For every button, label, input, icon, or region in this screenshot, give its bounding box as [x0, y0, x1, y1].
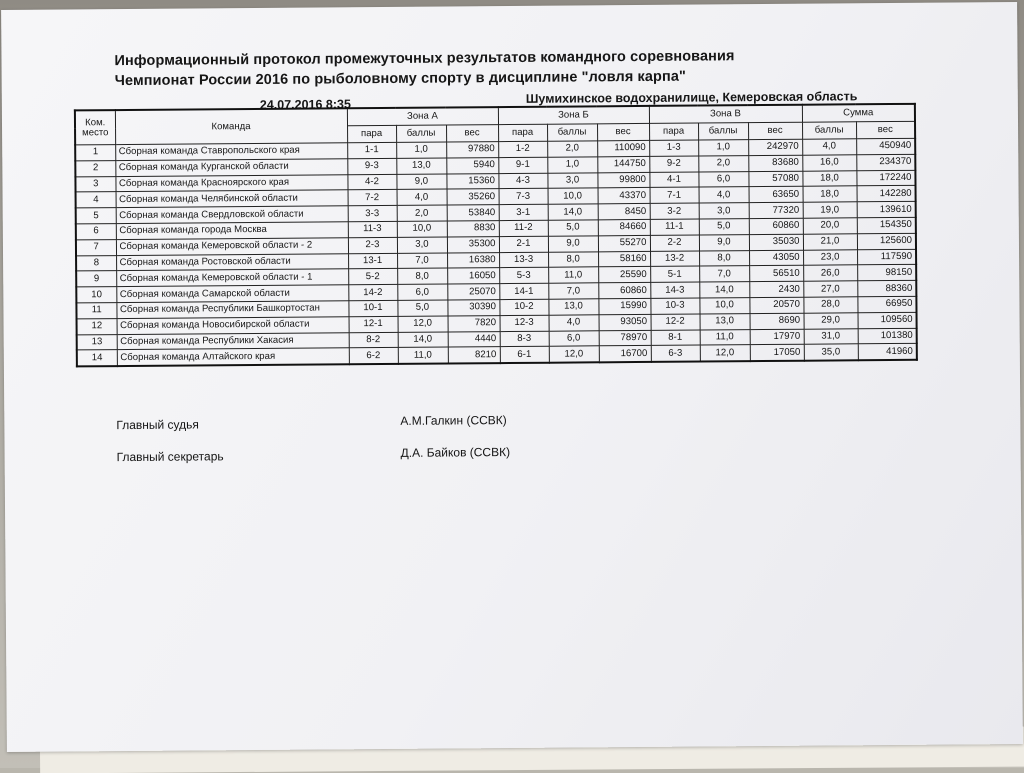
cell-a-weight: 35300: [447, 236, 499, 252]
cell-b-points: 11,0: [548, 267, 598, 283]
cell-place: 14: [77, 350, 117, 367]
cell-v-pair: 6-3: [651, 345, 700, 362]
cell-team: Сборная команда Самарской области: [116, 285, 348, 303]
cell-v-points: 13,0: [700, 313, 750, 329]
cell-sum-points: 16,0: [802, 155, 856, 171]
document-subtitle: Чемпионат России 2016 по рыболовному спорту в дисциплине "ловля карпа": [114, 68, 687, 90]
cell-a-points: 10,0: [397, 221, 447, 237]
cell-team: Сборная команда Республики Башкортостан: [116, 301, 348, 319]
cell-v-pair: 11-1: [650, 219, 699, 235]
cell-a-weight: 25070: [447, 284, 499, 300]
cell-place: 5: [76, 208, 116, 224]
cell-sum-points: 4,0: [802, 139, 856, 155]
cell-v-points: 6,0: [698, 171, 748, 187]
cell-place: 3: [75, 176, 115, 192]
cell-v-pair: 3-2: [650, 203, 699, 219]
cell-a-points: 4,0: [397, 189, 447, 205]
cell-a-points: 3,0: [397, 237, 447, 253]
cell-a-pair: 8-2: [349, 332, 398, 348]
cell-a-pair: 9-3: [347, 158, 396, 174]
header-a-points: баллы: [396, 125, 446, 142]
results-body: [75, 138, 917, 366]
cell-v-points: 11,0: [700, 329, 750, 345]
cell-team: Сборная команда Республики Хакасия: [117, 332, 349, 350]
cell-sum-points: 27,0: [803, 281, 857, 297]
cell-team: Сборная команда Ростовской области: [116, 253, 348, 271]
cell-b-weight: 58160: [598, 251, 650, 267]
cell-a-weight: 16050: [447, 268, 499, 284]
cell-a-pair: 11-3: [348, 221, 397, 237]
cell-sum-weight: 450940: [856, 138, 915, 154]
header-v-points: баллы: [698, 123, 748, 140]
cell-a-pair: 4-2: [347, 174, 396, 190]
cell-team: Сборная команда города Москва: [116, 222, 348, 240]
cell-b-pair: 1-2: [498, 141, 547, 157]
cell-team: Сборная команда Красноярского края: [115, 174, 347, 192]
results-table: [74, 103, 918, 368]
cell-v-pair: 5-1: [650, 266, 699, 282]
cell-v-weight: 63650: [749, 187, 803, 203]
cell-v-weight: 83680: [748, 155, 802, 171]
cell-team: Сборная команда Челябинской области: [116, 190, 348, 208]
cell-sum-weight: 234370: [856, 154, 915, 170]
cell-b-weight: 78970: [599, 330, 651, 346]
cell-a-points: 11,0: [398, 347, 448, 364]
cell-a-points: 1,0: [396, 142, 446, 158]
cell-team: Сборная команда Свердловской области: [116, 206, 348, 224]
cell-v-points: 7,0: [699, 266, 749, 282]
cell-sum-points: 20,0: [803, 218, 857, 234]
venue: Шумихинское водохранилище, Кемеровская область: [525, 89, 858, 106]
header-place: Ком. место: [75, 110, 115, 145]
cell-a-weight: 30390: [447, 300, 499, 316]
chief-judge-label: Главный судья: [116, 417, 199, 433]
header-zone-a: Зона А: [347, 107, 498, 126]
cell-place: 12: [77, 318, 117, 334]
cell-sum-weight: 142280: [857, 186, 916, 202]
cell-v-points: 1,0: [698, 140, 748, 156]
cell-team: Сборная команда Ставропольского края: [115, 143, 347, 161]
cell-a-points: 2,0: [397, 205, 447, 221]
cell-a-points: 9,0: [396, 174, 446, 190]
cell-b-weight: 144750: [597, 156, 649, 172]
cell-a-pair: 10-1: [348, 300, 397, 316]
cell-v-pair: 2-2: [650, 235, 699, 251]
cell-a-points: 13,0: [396, 158, 446, 174]
cell-team: Сборная команда Кемеровской области - 2: [116, 238, 348, 256]
cell-sum-points: 31,0: [804, 328, 858, 344]
cell-a-points: 5,0: [397, 300, 447, 316]
cell-v-pair: 1-3: [649, 140, 698, 156]
cell-v-weight: 17970: [750, 329, 804, 345]
cell-a-weight: 8210: [448, 347, 500, 364]
cell-b-weight: 43370: [598, 188, 650, 204]
cell-sum-weight: 117590: [857, 249, 916, 265]
cell-b-pair: 3-1: [499, 204, 548, 220]
cell-sum-points: 18,0: [803, 186, 857, 202]
cell-a-pair: 6-2: [349, 348, 398, 365]
cell-v-weight: 60860: [749, 218, 803, 234]
cell-b-pair: 11-2: [499, 220, 548, 236]
cell-a-pair: 2-3: [348, 237, 397, 253]
cell-b-points: 12,0: [549, 346, 599, 363]
cell-b-points: 8,0: [548, 251, 598, 267]
protocol-sheet: [1, 2, 1023, 752]
cell-sum-weight: 66950: [857, 296, 916, 312]
cell-b-weight: 8450: [598, 204, 650, 220]
cell-v-pair: 9-2: [649, 156, 698, 172]
chief-secretary-label: Главный секретарь: [116, 449, 224, 465]
cell-sum-weight: 98150: [857, 265, 916, 281]
cell-v-weight: 242970: [748, 139, 802, 155]
cell-b-weight: 99800: [597, 172, 649, 188]
cell-sum-points: 19,0: [803, 202, 857, 218]
protocol-datetime: 24.07.2016 8:35: [259, 97, 351, 112]
cell-v-points: 3,0: [699, 203, 749, 219]
chief-secretary-name: Д.А. Байков (ССВК): [400, 445, 511, 460]
cell-v-weight: 35030: [749, 234, 803, 250]
cell-b-weight: 93050: [599, 314, 651, 330]
cell-v-weight: 8690: [750, 313, 804, 329]
header-v-weight: вес: [748, 122, 802, 139]
cell-b-points: 2,0: [547, 141, 597, 157]
cell-a-weight: 97880: [446, 142, 498, 158]
cell-b-points: 5,0: [548, 220, 598, 236]
cell-a-pair: 5-2: [348, 269, 397, 285]
header-v-pair: пара: [649, 123, 698, 140]
header-a-pair: пара: [347, 125, 396, 142]
cell-sum-points: 35,0: [804, 344, 858, 361]
cell-b-points: 9,0: [548, 236, 598, 252]
cell-sum-points: 29,0: [804, 313, 858, 329]
cell-a-weight: 16380: [447, 252, 499, 268]
cell-b-pair: 8-3: [500, 331, 549, 347]
cell-b-pair: 14-1: [499, 283, 548, 299]
cell-team: Сборная команда Курганской области: [115, 159, 347, 177]
header-a-weight: вес: [446, 125, 498, 142]
cell-a-pair: 7-2: [348, 190, 397, 206]
cell-a-pair: 3-3: [348, 206, 397, 222]
cell-place: 8: [76, 255, 116, 271]
cell-a-weight: 7820: [448, 315, 500, 331]
cell-b-pair: 9-1: [498, 157, 547, 173]
header-b-pair: пара: [498, 124, 547, 141]
cell-b-points: 3,0: [547, 172, 597, 188]
cell-b-pair: 13-3: [499, 252, 548, 268]
cell-a-pair: 13-1: [348, 253, 397, 269]
cell-place: 13: [77, 334, 117, 350]
cell-sum-points: 26,0: [803, 265, 857, 281]
cell-v-pair: 14-3: [650, 282, 699, 298]
cell-v-pair: 7-1: [650, 187, 699, 203]
cell-v-points: 9,0: [699, 234, 749, 250]
cell-a-points: 12,0: [398, 316, 448, 332]
cell-sum-points: 18,0: [802, 170, 856, 186]
cell-b-pair: 7-3: [499, 189, 548, 205]
header-team: Команда: [115, 108, 347, 144]
cell-place: 10: [76, 287, 116, 303]
cell-b-weight: 55270: [598, 235, 650, 251]
cell-a-points: 14,0: [398, 332, 448, 348]
cell-v-weight: 77320: [749, 202, 803, 218]
cell-v-points: 12,0: [700, 345, 750, 362]
cell-sum-points: 28,0: [803, 297, 857, 313]
cell-v-points: 10,0: [699, 298, 749, 314]
cell-b-pair: 12-3: [500, 315, 549, 331]
cell-team: Сборная команда Кемеровской области - 1: [116, 269, 348, 287]
cell-v-pair: 4-1: [649, 172, 698, 188]
cell-v-weight: 17050: [750, 345, 804, 362]
cell-place: 6: [76, 224, 116, 240]
cell-a-points: 8,0: [397, 268, 447, 284]
cell-b-points: 6,0: [549, 330, 599, 346]
cell-sum-weight: 88360: [857, 280, 916, 296]
cell-place: 7: [76, 239, 116, 255]
cell-v-weight: 43050: [749, 250, 803, 266]
cell-b-pair: 10-2: [499, 299, 548, 315]
cell-a-weight: 4440: [448, 331, 500, 347]
cell-a-weight: 35260: [447, 189, 499, 205]
cell-team: Сборная команда Новосибирской области: [117, 317, 349, 335]
cell-b-pair: 5-3: [499, 268, 548, 284]
cell-sum-weight: 154350: [857, 217, 916, 233]
cell-b-pair: 4-3: [498, 173, 547, 189]
cell-v-weight: 20570: [749, 297, 803, 313]
cell-v-pair: 8-1: [651, 330, 700, 346]
cell-sum-points: 21,0: [803, 234, 857, 250]
cell-place: 2: [75, 160, 115, 176]
cell-b-points: 13,0: [548, 299, 598, 315]
cell-b-weight: 60860: [598, 283, 650, 299]
cell-b-points: 14,0: [548, 204, 598, 220]
cell-a-pair: 1-1: [347, 142, 396, 158]
cell-b-pair: 6-1: [500, 347, 549, 364]
cell-v-points: 4,0: [699, 187, 749, 203]
document-title: Информационный протокол промежуточных результатов командного соревнования: [114, 48, 735, 70]
header-sum: Сумма: [802, 104, 915, 122]
cell-b-points: 10,0: [548, 188, 598, 204]
cell-v-weight: 57080: [748, 171, 802, 187]
cell-b-weight: 84660: [598, 219, 650, 235]
cell-b-weight: 15990: [598, 298, 650, 314]
cell-sum-weight: 41960: [858, 344, 917, 361]
cell-b-weight: 16700: [599, 346, 651, 363]
cell-place: 9: [76, 271, 116, 287]
header-zone-v: Зона В: [649, 105, 802, 124]
cell-sum-weight: 172240: [856, 170, 915, 186]
cell-a-weight: 53840: [447, 205, 499, 221]
cell-v-pair: 12-2: [651, 314, 700, 330]
cell-v-pair: 13-2: [650, 251, 699, 267]
header-b-weight: вес: [597, 123, 649, 140]
cell-a-pair: 12-1: [349, 316, 398, 332]
cell-a-points: 7,0: [397, 253, 447, 269]
cell-place: 4: [76, 192, 116, 208]
cell-a-weight: 15360: [446, 173, 498, 189]
cell-team: Сборная команда Алтайского края: [117, 348, 349, 366]
cell-sum-weight: 101380: [858, 328, 917, 344]
cell-place: 11: [76, 303, 116, 319]
cell-v-weight: 2430: [749, 281, 803, 297]
cell-sum-points: 23,0: [803, 249, 857, 265]
cell-b-points: 4,0: [549, 315, 599, 331]
chief-judge-name: А.М.Галкин (ССВК): [400, 413, 507, 428]
cell-a-points: 6,0: [397, 284, 447, 300]
cell-b-weight: 25590: [598, 267, 650, 283]
cell-v-points: 14,0: [699, 282, 749, 298]
cell-b-points: 1,0: [547, 157, 597, 173]
header-zone-b: Зона Б: [498, 106, 649, 125]
cell-b-pair: 2-1: [499, 236, 548, 252]
cell-v-weight: 56510: [749, 266, 803, 282]
cell-a-pair: 14-2: [348, 285, 397, 301]
cell-a-weight: 5940: [446, 157, 498, 173]
cell-sum-weight: 139610: [857, 202, 916, 218]
cell-v-points: 8,0: [699, 250, 749, 266]
header-sum-weight: вес: [856, 121, 915, 138]
cell-place: 1: [75, 145, 115, 161]
cell-b-weight: 110090: [597, 140, 649, 156]
cell-b-points: 7,0: [548, 283, 598, 299]
cell-v-pair: 10-3: [650, 298, 699, 314]
cell-a-weight: 8830: [447, 221, 499, 237]
cell-v-points: 5,0: [699, 219, 749, 235]
header-b-points: баллы: [547, 124, 597, 141]
cell-sum-weight: 125600: [857, 233, 916, 249]
cell-sum-weight: 109560: [858, 312, 917, 328]
header-sum-points: баллы: [802, 122, 856, 139]
cell-v-points: 2,0: [698, 155, 748, 171]
